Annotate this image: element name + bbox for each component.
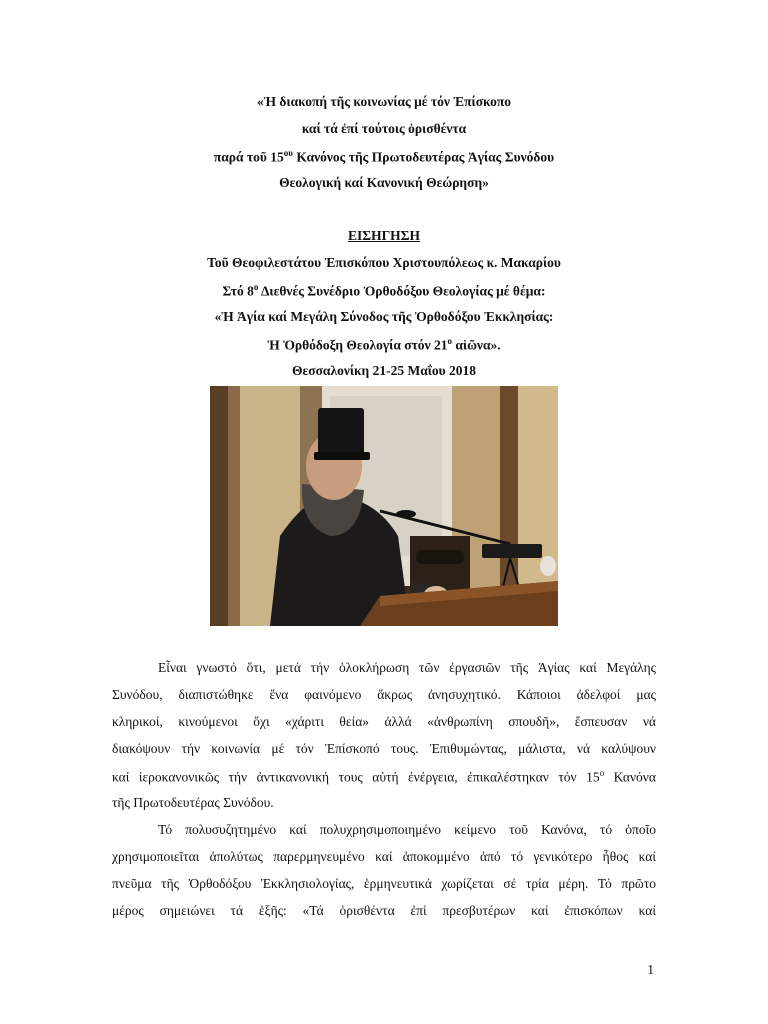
title-line-1: «Ἡ διακοπή τῆς κοινωνίας μέ τόν Ἐπίσκοπο bbox=[256, 94, 512, 109]
paragraph-2-line-4: μέρος σημειώνει τά ἑξῆς: «Τά ὁρισθέντα ἐπί πρεσβυτέρων καί ἐπισκόπων καί bbox=[112, 903, 656, 918]
theme-line-1: «Ἡ Ἁγία καί Μεγάλη Σύνοδος τῆς Ὀρθοδόξου Ἐκκλησίας: bbox=[214, 309, 554, 324]
paragraph-1-line-6: τῆς Πρωτοδευτέρας Συνόδου. bbox=[112, 795, 274, 810]
paragraph-1-line-3: κληρικοί, κινούμενοι ὄχι «χάριτι θεία» ἀλλά «ἀνθρωπίνη σπουδῆ», ἔσπευσαν νά bbox=[112, 714, 656, 729]
place-date-line: Θεσσαλονίκη 21-25 Μαΐου 2018 bbox=[291, 363, 477, 378]
speaker-photo bbox=[210, 386, 558, 626]
author-line: Τοῦ Θεοφιλεστάτου Ἐπισκόπου Χριστουπόλεως κ. Μακαρίου bbox=[207, 255, 561, 270]
title-line-4: Θεολογική καί Κανονική Θεώρηση» bbox=[279, 175, 489, 190]
paragraph-1-line-2: Συνόδου, διαπιστώθηκε ἕνα φαινόμενο ἄκρως ἀνησυχητικό. Κάποιοι ἀδελφοί μας bbox=[112, 687, 656, 702]
title-line-2: καί τά ἐπί τούτοις ὁρισθέντα bbox=[301, 121, 467, 136]
paragraph-2-line-3: πνεῦμα τῆς Ὀρθοδόξου Ἐκκλησιολογίας, ἑρμηνευτικά χωρίζεται σέ τρία μέρη. Τό πρῶτο bbox=[112, 876, 656, 891]
paragraph-2-line-1: Τό πολυσυζητημένο καί πολυχρησιμοποιημένο κείμενο τοῦ Κανόνα, τό ὁποῖο bbox=[158, 822, 656, 837]
paragraph-1-line-1: Εἶναι γνωστό ὅτι, μετά τήν ὁλοκλήρωση τῶν ἐργασιῶν τῆς Ἁγίας καί Μεγάλης bbox=[158, 660, 656, 675]
conference-line: Στό $8^o$ Διεθνές Συνέδριο Ὀρθοδόξου Θεολογίας μέ θέμα: bbox=[222, 282, 546, 299]
page-number: 1 bbox=[647, 962, 654, 977]
paragraph-2-line-2: χρησιμοποιεῖται ἀπολύτως παρερμηνευμένο καί ἀποκομμένο ἀπό τό γενικότερο ἦθος καί bbox=[112, 849, 656, 864]
theme-line-2: Ἡ Ὀρθόδοξη Θεολογία στόν $21^o$ αἰῶνα». bbox=[267, 336, 501, 353]
paragraph-1-line-4: διακόψουν τήν κοινωνία μέ τόν Ἐπίσκοπό τους. Ἐπιθυμώντας, μάλιστα, νά καλύψουν bbox=[112, 741, 656, 756]
heading-label: ΕΙΣΗΓΗΣΗ bbox=[347, 228, 420, 243]
title-line-3: παρά τοῦ $15^{o\upsilon}$ Κανόνος τῆς Πρωτοδευτέρας Ἁγίας Συνόδου bbox=[213, 148, 555, 165]
paragraph-1-line-5: καί ἱεροκανονικῶς τήν ἀντικανονική τους αὐτή ἐνέργεια, ἐπικαλέστηκαν τόν $15^o$ Κανόνα bbox=[112, 768, 656, 785]
